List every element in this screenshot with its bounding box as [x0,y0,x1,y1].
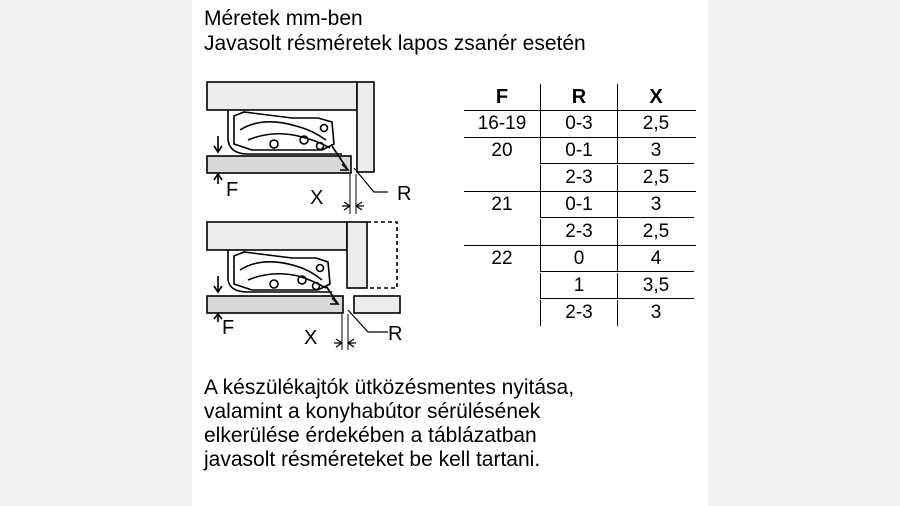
left-margin-band [0,0,192,506]
table-row [464,273,696,300]
table-row [464,111,696,138]
table-row [464,246,696,273]
cell-f [464,219,541,245]
header-x: X [649,86,663,108]
lower-f-arrow-bottom [214,314,222,322]
lower-cabinet-dashed [367,222,397,288]
upper-x-arrow [342,202,350,210]
cell-r: 1 [541,273,618,299]
upper-hinge-arm [234,112,334,150]
upper-f-label: F [226,179,239,201]
upper-door-panel [207,156,351,173]
lower-x-arrow2 [348,339,356,347]
upper-cabinet-top [207,82,357,110]
cell-f [464,300,541,326]
lower-cabinet-top [207,222,347,250]
upper-r-label: R [397,183,412,205]
lower-r-label: R [388,323,403,345]
cell-x: 2,5 [642,221,670,242]
upper-x-label: X [310,187,324,209]
cell-x: 4 [618,246,694,272]
cell-f [464,165,541,191]
table-row [464,300,696,326]
heading [204,6,586,56]
note-line-2: valamint a konyhabútor sérülésének [204,400,541,423]
lower-hinge-arm [234,252,330,290]
lower-x-extension [342,314,348,350]
cell-r: 0-3 [541,111,618,137]
note-line-4: javasolt résméreteket be kell tartani. [204,448,541,471]
lower-furniture-panel [354,296,400,313]
lower-f-arrow-top [214,276,222,292]
heading-units: Méretek mm-ben [204,7,363,30]
heading-title: Javasolt résméretek lapos zsanér esetén [204,32,586,55]
cell-r: 2-3 [541,300,618,326]
lower-door-panel [207,296,343,313]
header-f: F [464,84,541,110]
upper-f-arrow-top [214,136,222,152]
instruction-sheet [192,0,708,506]
cell-x: 3,5 [618,273,694,299]
upper-x-extension [350,174,356,214]
cell-f: 22 [464,246,541,272]
cell-f: 16-19 [464,111,541,137]
lower-f-label: F [222,317,235,339]
cell-x: 2,5 [642,167,670,188]
upper-cabinet-side [357,82,374,172]
gap-table [464,84,696,326]
cell-r: 2-3 [541,219,618,245]
table-row [464,165,696,192]
cell-f [464,273,541,299]
cell-x: 3 [618,138,694,164]
table-row [464,192,696,219]
note-line-1: A készülékajtók ütközésmentes nyitása, [204,376,575,399]
lower-x-label: X [304,327,318,349]
table-row [464,138,696,165]
cell-r: 0-1 [541,192,618,218]
cell-r: 0-1 [541,138,618,164]
upper-x-arrow2 [356,202,364,210]
right-margin-band [708,0,900,506]
lower-cabinet-side [347,222,367,288]
cell-x: 2,5 [642,113,670,134]
header-r: R [541,84,618,110]
note-line-3: elkerülése érdekében a táblázatban [204,424,537,447]
lower-x-arrow [334,339,342,347]
cell-f: 21 [464,192,541,218]
cell-r: 0 [541,246,618,272]
cell-f: 20 [464,138,541,164]
upper-f-arrow-bottom [214,174,222,184]
table-row [464,219,696,246]
cell-r: 2-3 [541,165,618,191]
instruction-note [204,376,574,472]
cell-x: 3 [618,192,694,218]
cell-x: 3 [650,302,662,323]
table-header-row [464,84,696,111]
